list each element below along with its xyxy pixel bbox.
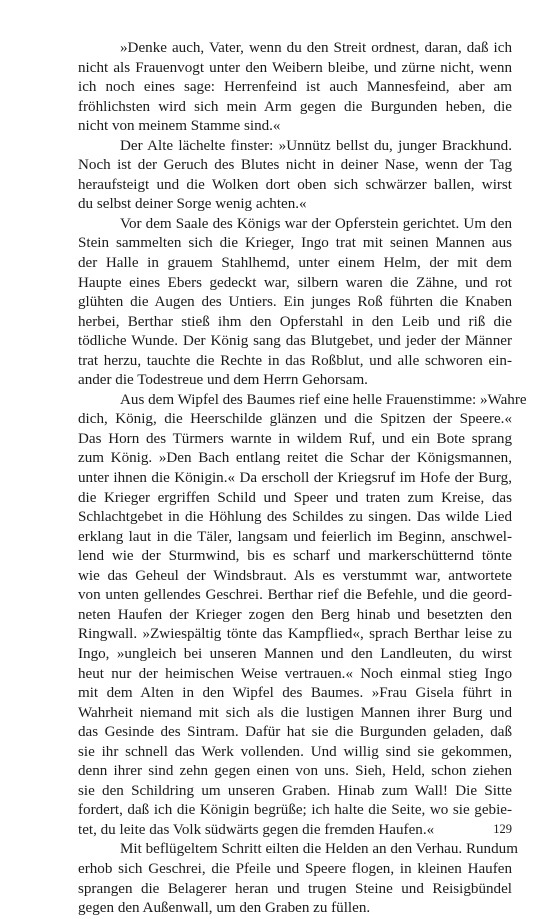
text-line: dich, König, die Heerschilde glänzen und die Spitzen der Speere.«: [78, 411, 512, 428]
paragraph: [78, 215, 512, 391]
book-page-text: [78, 39, 527, 919]
text-line: glühten die Augen des Untiers. Ein junges Roß führten die Knaben: [78, 294, 512, 311]
paragraph: [78, 137, 512, 215]
text-line: lend wie der Sturmwind, bis es scharf und markerschütternd tönte: [78, 548, 512, 565]
text-line: ich noch eines sage: Herrenfeind ist auch Mannesfeind, aber am: [78, 79, 512, 96]
text-line: heut nur der heimischen Weise vertrauen.« Noch einmal stieg Ingo: [78, 665, 512, 682]
text-line: erklang laut in die Täler, langsam und feierlich im Beginn, anschwel-: [78, 528, 512, 545]
text-line: neten Haufen der Krieger zogen den Berg hinab und besetzten den: [78, 606, 512, 623]
text-line: der Halle in grauem Stahlhemd, unter einem Helm, der mit dem: [78, 255, 512, 272]
text-line: sprangen die Belagerer heran und trugen Steine und Reisigbündel: [78, 880, 512, 897]
text-line: Ingo, »ungleich bei unseren Mannen und den Landleuten, du wirst: [78, 645, 512, 662]
text-line: unter ihnen die Königin.« Da erscholl der Kriegsruf im Hofe der Burg,: [78, 470, 512, 487]
text-line: die Krieger ergriffen Schild und Speer und traten zum Kreise, das: [78, 489, 512, 506]
text-line: Vor dem Saale des Königs war der Opferstein gerichtet. Um den: [120, 215, 512, 232]
text-line: Mit beflügeltem Schritt eilten die Helden an den Verhau. Rundum: [120, 841, 518, 858]
text-line: von unten gellendes Geschrei. Berthar rief die Befehle, und die geord-: [78, 587, 512, 604]
text-line: gegen den Außenwall, um den Graben zu füllen.: [78, 900, 371, 917]
text-line: nicht von meinem Stamme sind.«: [78, 118, 281, 135]
text-line: wie das Geheul der Windsbraut. Als es verstummt war, antwortete: [78, 567, 512, 584]
text-line: Schlachtgebet in die Höhlung des Schildes zu singen. Das wilde Lied: [78, 509, 512, 526]
text-line: Stein sammelten sich die Krieger, Ingo trat mit seinen Mannen aus: [78, 235, 512, 252]
text-line: zum König. »Den Bach entlang reitet die Schar der Königsmannen,: [78, 450, 512, 467]
text-line: fröhlichsten wird sich mein Arm gegen die Burgunden heben, die: [78, 98, 512, 115]
page-number: 129: [493, 822, 512, 836]
text-line: Der Alte lächelte finster: »Unnütz bellst du, junger Brackhund.: [120, 137, 512, 154]
text-line: mit dem Alten in den Wipfel des Baumes. »Frau Gisela führt in: [78, 685, 512, 702]
text-line: tödliche Wunde. Der König sang das Blutgebet, und jeder der Männer: [78, 333, 512, 350]
paragraph: [78, 39, 512, 137]
text-line: trat herzu, tauchte die Rechte in das Roßblut, und alle schworen ein-: [78, 352, 512, 369]
text-line: erhob sich Geschrei, die Pfeile und Speere flogen, in kleinen Haufen: [78, 860, 512, 877]
paragraph: [78, 391, 527, 841]
text-line: Ringwall. »Zwiespältig tönte das Kampflied«, sprach Berthar leise zu: [78, 626, 512, 643]
text-line: sie ihr schnell das Werk vollenden. Und willig sind sie gekommen,: [78, 743, 512, 760]
text-line: herbei, Berthar stieß ihm den Opferstahl in den Leib und riß die: [78, 313, 512, 330]
text-line: tet, du leite das Volk südwärts gegen die fremden Haufen.«: [78, 821, 435, 838]
text-line: denn ihrer sind zehn gegen einen von uns. Sieh, Held, schon ziehen: [78, 763, 512, 780]
text-line: Wahrheit niemand mit sich als die lustigen Mannen ihrer Burg und: [78, 704, 512, 721]
text-line: du selbst deiner Sorge wenig achten.«: [78, 196, 307, 213]
text-line: das Gesinde des Sintram. Dafür hat sie die Burgunden geladen, daß: [78, 724, 512, 741]
text-line: sie den Schildring um unseren Graben. Hinab zum Wall! Die Sitte: [78, 782, 512, 799]
text-line: »Denke auch, Vater, wenn du den Streit ordnest, daran, daß ich: [120, 40, 512, 56]
text-line: heraufsteigt und die Wolken dort oben sich schwärzer ballen, wirst: [78, 176, 512, 193]
text-line: fordert, daß ich die Königin begrüße; ich halte die Seite, wo sie gebie-: [78, 802, 512, 819]
text-line: nicht als Frauenvogt unter den Weibern bleibe, und zürne nicht, wenn: [78, 59, 512, 76]
text-line: ander die Todestreue und dem Herrn Gehorsam.: [78, 372, 368, 389]
text-line: Noch ist der Geruch des Blutes nicht in deiner Nase, wenn der Tag: [78, 157, 512, 174]
text-line: Haupte eines Ebers gedeckt war, silbern waren die Zähne, und rot: [78, 274, 512, 291]
text-line: Das Horn des Türmers warnte in wildem Ruf, und ein Bote sprang: [78, 430, 512, 447]
text-line: Aus dem Wipfel des Baumes rief eine helle Frauenstimme: »Wahre: [120, 391, 527, 408]
